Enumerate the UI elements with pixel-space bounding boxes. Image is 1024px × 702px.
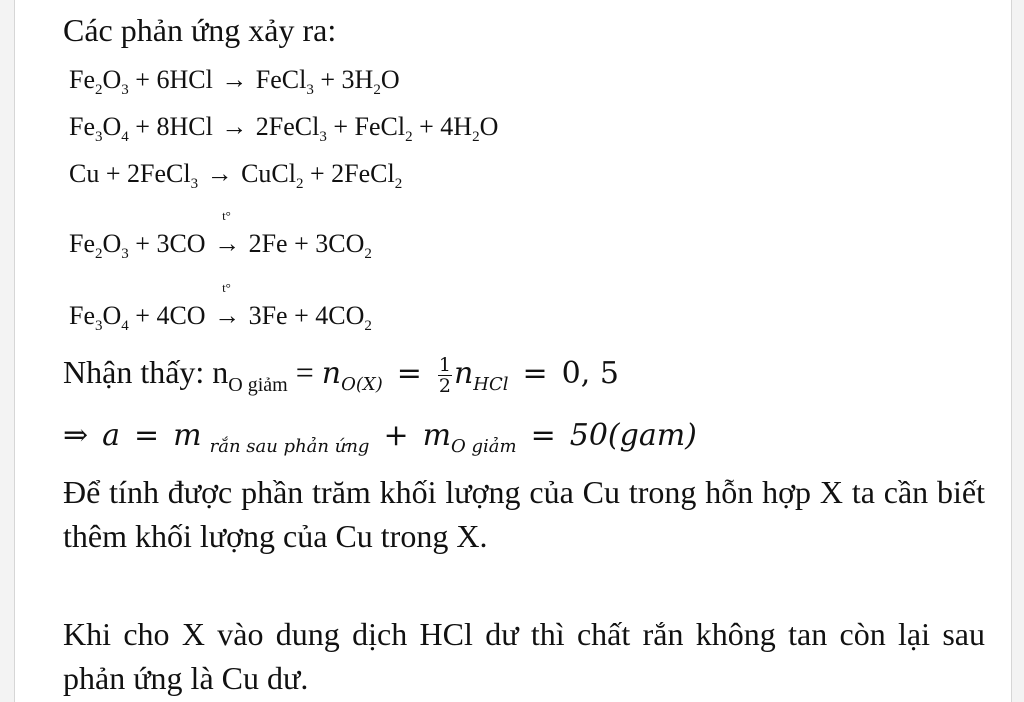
equation-5 <box>69 280 372 334</box>
math-var: m <box>422 418 452 453</box>
observation-sub: O giảm <box>228 374 288 396</box>
reaction-arrow <box>219 63 249 97</box>
equation-3 <box>69 157 402 191</box>
equation-2 <box>69 110 498 144</box>
eq5-sub: 4 <box>121 318 129 334</box>
eq4-part: 2Fe + 3CO <box>248 229 365 258</box>
eq1-part: + 3H <box>313 65 374 94</box>
paragraph-2: Khi cho X vào dung dịch HCl dư thì chất rắn không tan còn lại sau phản ứng là Cu dư. <box>63 616 985 696</box>
arrow-icon: → <box>214 301 241 330</box>
eq5-sub: 2 <box>364 318 372 334</box>
eq3-part: + 2FeCl <box>303 159 395 188</box>
eq5-part: + 4CO <box>128 301 206 330</box>
document-page <box>14 0 1012 702</box>
math-var: n <box>453 356 474 391</box>
heat-condition: t° <box>222 208 231 223</box>
eq1-sub: 2 <box>95 82 103 98</box>
eq2-sub: 3 <box>95 129 103 145</box>
eq1-part: Fe <box>69 65 95 94</box>
math-sub: rắn sau phản ứng <box>209 436 370 457</box>
eq4-sub: 2 <box>95 246 103 262</box>
fraction-half: $\frac{1}{2}$ <box>438 354 451 398</box>
eq1-sub: 2 <box>373 82 381 98</box>
eq4-part: O <box>102 229 122 258</box>
eq2-sub: 2 <box>472 129 480 145</box>
eq2-sub: 2 <box>405 129 413 145</box>
reaction-arrow <box>205 157 235 191</box>
eq4-part: Fe <box>69 229 95 258</box>
equals-sign: = <box>134 418 160 453</box>
observation-prefix: Nhận thấy: n <box>63 354 229 390</box>
eq2-sub: 3 <box>319 129 327 145</box>
reaction-arrow <box>212 280 242 333</box>
eq4-sub: 3 <box>121 246 129 262</box>
equals-sign: = <box>522 356 548 391</box>
eq4-part: + 3CO <box>128 229 206 258</box>
reaction-arrow <box>212 208 242 261</box>
arrow-icon: → <box>206 159 233 188</box>
eq2-part: O <box>102 112 122 141</box>
math-var: n <box>321 356 342 391</box>
eq1-part: O <box>102 65 122 94</box>
math-sub: HCl <box>473 374 509 395</box>
eq3-sub: 2 <box>296 176 304 192</box>
math-var: m <box>173 418 202 453</box>
eq5-part: Fe <box>69 301 95 330</box>
heading: Các phản ứng xảy ra: <box>63 12 337 48</box>
conclusion-value: 50(gam) <box>569 418 697 453</box>
arrow-icon: → <box>214 229 241 258</box>
eq5-part: O <box>102 301 122 330</box>
eq1-part: FeCl <box>255 65 307 94</box>
eq2-sub: 4 <box>121 129 129 145</box>
equals-sign: = <box>396 356 422 391</box>
plus-sign: + <box>383 418 409 453</box>
math-sub: O giảm <box>451 436 517 457</box>
eq4-sub: 2 <box>364 246 372 262</box>
equation-4 <box>69 208 372 262</box>
eq3-sub: 2 <box>394 176 403 192</box>
implies-icon: ⇒ <box>63 418 89 453</box>
math-var: a <box>102 418 121 453</box>
observation-line <box>63 352 619 396</box>
eq3-part: CuCl <box>241 159 296 188</box>
math-sub: O(X) <box>341 374 383 395</box>
eq3-part: Cu + 2FeCl <box>69 159 191 188</box>
eq1-part: O <box>380 65 400 94</box>
conclusion-line <box>63 414 697 456</box>
equals-sign: = <box>530 418 556 453</box>
paragraph-1: Để tính được phần trăm khối lượng của Cu trong hỗn hợp X ta cần biết thêm khối lượng của Cu trong X. <box>63 474 985 554</box>
arrow-icon: → <box>221 112 248 141</box>
reaction-arrow <box>219 110 249 144</box>
eq2-part: Fe <box>69 112 95 141</box>
heat-condition: t° <box>222 280 231 295</box>
eq1-sub: 3 <box>306 82 314 98</box>
eq2-part: O <box>479 112 499 141</box>
eq1-sub: 3 <box>121 82 129 98</box>
eq2-part: + FeCl <box>326 112 406 141</box>
eq5-sub: 3 <box>95 318 103 334</box>
arrow-icon: → <box>221 65 248 94</box>
observation-value: 0, 5 <box>561 356 619 391</box>
eq3-sub: 3 <box>190 176 199 192</box>
eq2-part: + 4H <box>412 112 473 141</box>
eq1-part: + 6HCl <box>128 65 213 94</box>
equation-1 <box>69 63 400 97</box>
eq2-part: 2FeCl <box>255 112 320 141</box>
eq2-part: + 8HCl <box>128 112 213 141</box>
eq5-part: 3Fe + 4CO <box>248 301 365 330</box>
equals-sign: = <box>287 354 322 390</box>
